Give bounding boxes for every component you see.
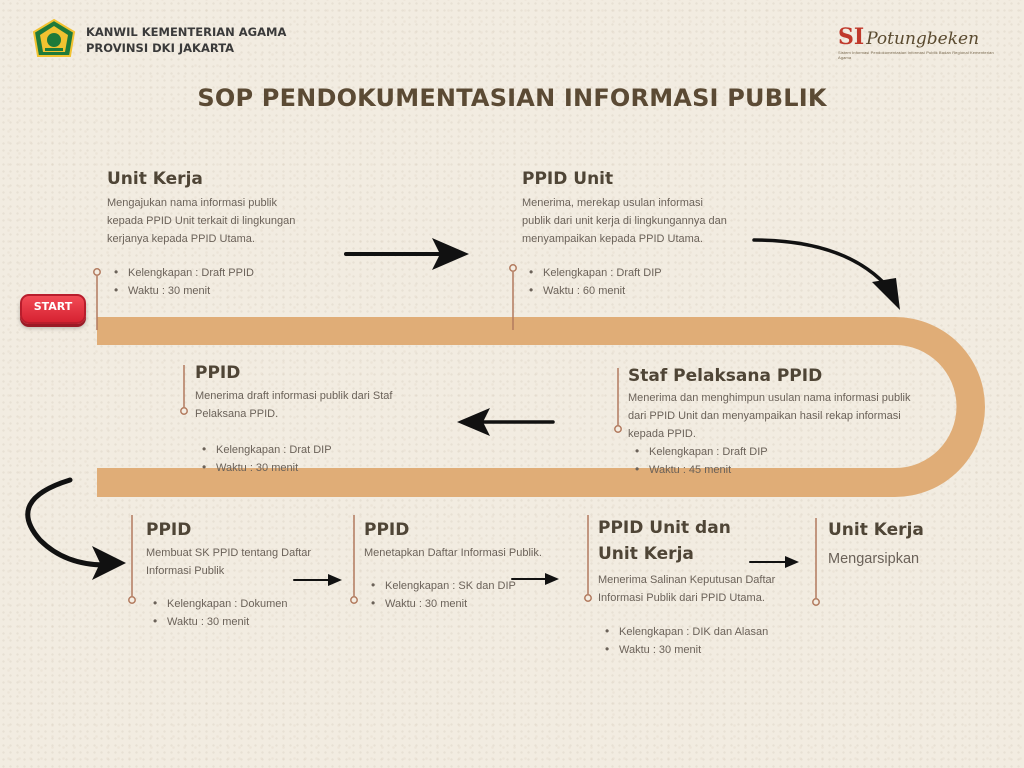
marker-dot-3 [615,426,621,432]
step-detail-item: • Waktu : 30 menit [202,459,405,477]
step-details [364,577,544,613]
step-detail-item: • Waktu : 60 menit [529,282,732,300]
step-details [522,264,732,300]
step-7 [598,515,798,659]
marker-dot-6 [351,597,357,603]
step-detail-item: • Kelengkapan : Draft DIP [529,264,732,282]
step-detail-item: • Waktu : 45 menit [635,461,928,479]
step-description: Membuat SK PPID tentang Daftar Informasi Publik [146,547,312,577]
step-description: Menetapkan Daftar Informasi Publik. [364,547,542,559]
arrow-right-1 [346,238,469,270]
step-6 [364,517,544,613]
org-line-2: PROVINSI DKI JAKARTA [86,41,235,55]
brand-logo [838,24,998,60]
start-button[interactable]: START [20,294,86,324]
step-heading: PPID [364,520,410,540]
step-details [598,623,798,659]
step-description: Menerima Salinan Keputusan Daftar Informasi Publik dari PPID Utama. [598,574,776,604]
step-heading: Unit Kerja [107,169,203,189]
step-description: Mengarsipkan [828,551,920,567]
step-detail-item: • Kelengkapan : DIK dan Alasan [605,623,798,641]
step-details [628,443,928,479]
step-detail-item: • Kelengkapan : SK dan DIP [371,577,544,595]
step-heading-line-1: PPID Unit dan [598,518,731,538]
step-heading-line-2: Unit Kerja [598,544,694,564]
org-line-1: KANWIL KEMENTERIAN AGAMA [86,25,287,39]
marker-dot-7 [585,595,591,601]
brand-tagline: Sistem Informasi Pendokumentasian Informasi Publik Badan Regional Kementerian Agama [838,50,994,60]
ministry-logo-icon [30,18,78,62]
step-details [195,441,405,477]
marker-dot-8 [813,599,819,605]
step-2 [522,166,732,300]
step-details [146,595,316,631]
arrow-left-1 [457,408,553,436]
marker-dot-1 [94,269,100,275]
step-5 [146,517,316,631]
step-detail-item: • Waktu : 30 menit [605,641,798,659]
step-4 [195,360,405,477]
step-detail-item: • Kelengkapan : Draft PPID [114,264,307,282]
arrow-curve-down-right [754,240,900,310]
brand-si: SI [838,24,865,50]
step-detail-item: • Waktu : 30 menit [114,282,307,300]
org-header [30,18,286,62]
page-title: SOP PENDOKUMENTASIAN INFORMASI PUBLIK [197,84,827,112]
brand-word: Potungbeken [866,29,980,49]
step-description: Menerima dan menghimpun usulan nama informasi publik dari PPID Unit dan menyampaikan hasil rekap informasi kepada PPID. [628,392,911,440]
step-description: Menerima draft informasi publik dari Staf Pelaksana PPID. [195,390,393,420]
step-description: Mengajukan nama informasi publik kepada PPID Unit terkait di lingkungan kerjanya kepada PPID Utama. [107,197,296,245]
step-detail-item: • Kelengkapan : Draft DIP [635,443,928,461]
step-3 [628,363,928,479]
step-details [107,264,307,300]
step-heading: PPID Unit [522,169,614,189]
marker-dot-4 [181,408,187,414]
step-heading: Staf Pelaksana PPID [628,366,823,386]
step-8 [828,517,1008,567]
step-detail-item: • Kelengkapan : Drat DIP [202,441,405,459]
step-description: Menerima, merekap usulan informasi publik dari unit kerja di lingkungannya dan menyampaikan kepada PPID Utama. [522,197,727,245]
marker-dot-2 [510,265,516,271]
step-heading: PPID [146,520,192,540]
marker-dot-5 [129,597,135,603]
step-heading: PPID [195,363,241,383]
step-detail-item: • Waktu : 30 menit [371,595,544,613]
step-detail-item: • Waktu : 30 menit [153,613,316,631]
step-heading: Unit Kerja [828,520,924,540]
step-detail-item: • Kelengkapan : Dokumen [153,595,316,613]
step-1 [107,166,307,300]
